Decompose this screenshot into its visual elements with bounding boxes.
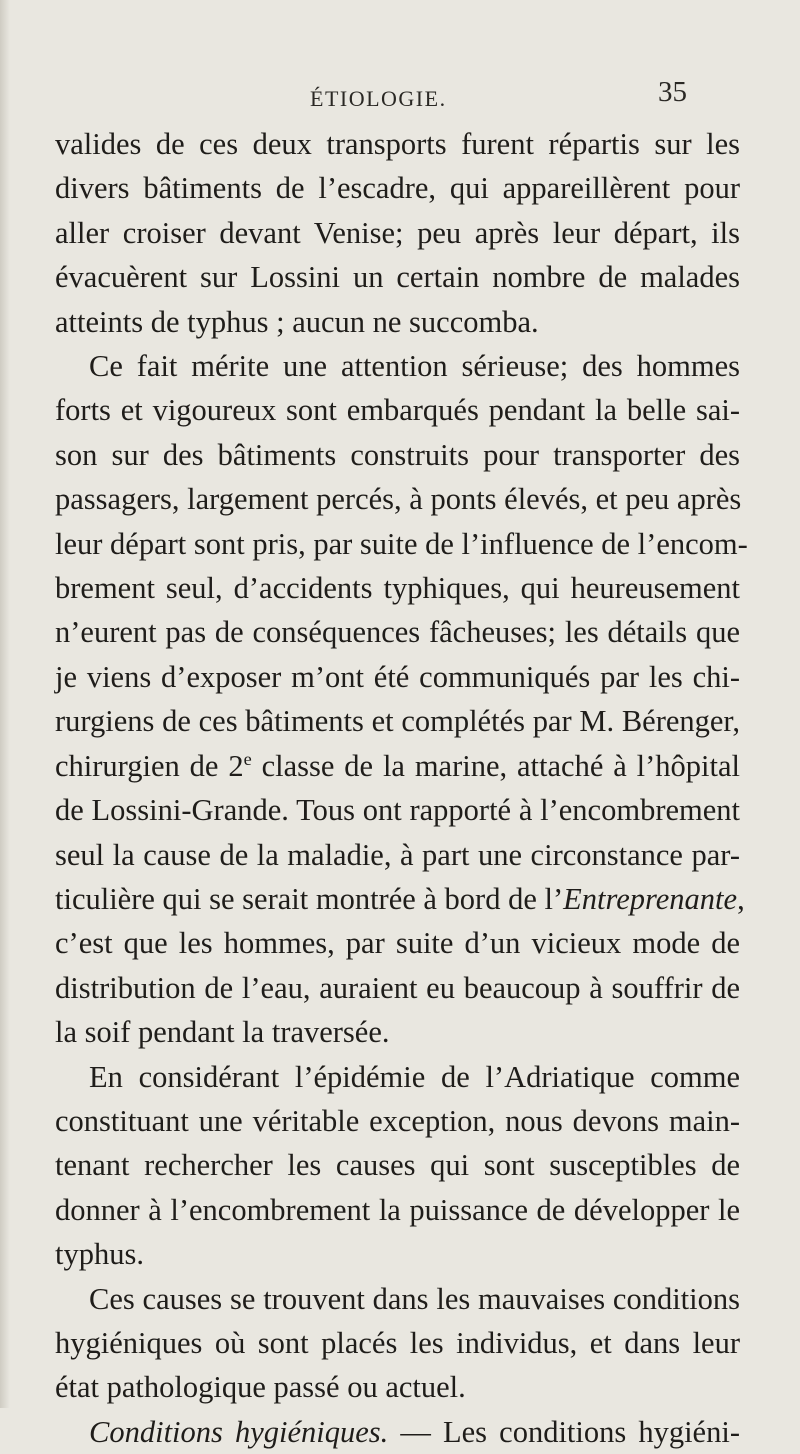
text-line: la soif pendant la traversée. [55, 1015, 390, 1050]
text-line: forts et vigoureux sont embarqués pendant la belle sai- [55, 393, 740, 428]
section-heading: Conditions hygiéniques. [89, 1414, 389, 1449]
text-line [55, 877, 745, 921]
text-line: évacuèrent sur Lossini un certain nombre de malades [55, 260, 740, 295]
text-fragment: ticulière qui se serait montrée à bord de l’ [55, 881, 564, 916]
text-fragment: classe de la marine, attaché à l’hôpital [251, 748, 740, 783]
text-line: n’eurent pas de conséquences fâcheuses; les détails que [55, 615, 740, 650]
text-line [55, 1410, 740, 1454]
ship-name: Entreprenante [563, 881, 738, 916]
text-line: donner à l’encombrement la puissance de développer le [55, 1192, 740, 1227]
text-line: son sur des bâtiments construits pour transporter des [55, 437, 740, 472]
text-line: c’est que les hommes, par suite d’un vicieux mode de [55, 926, 740, 961]
text-line: tenant rechercher les causes qui sont susceptibles de [55, 1148, 740, 1183]
text-line: atteints de typhus ; aucun ne succomba. [55, 304, 539, 339]
text-line: je viens d’exposer m’ont été communiqués par les chi- [55, 659, 740, 694]
text-line: hygiéniques où sont placés les individus, et dans leur [55, 1325, 740, 1360]
text-fragment: — Les conditions hygiéni- [388, 1414, 740, 1449]
text-line: de Lossini-Grande. Tous ont rapporté à l’encombrement [55, 793, 740, 828]
text-line: En considérant l’épidémie de l’Adriatique comme [89, 1059, 740, 1094]
text-line: seul la cause de la maladie, à part une circonstance par- [55, 837, 740, 872]
text-line: valides de ces deux transports furent répartis sur les [55, 127, 740, 161]
text-line: constituant une véritable exception, nous devons main- [55, 1103, 740, 1138]
text-line: aller croiser devant Venise; peu après leur départ, ils [55, 215, 740, 250]
text-line: divers bâtiments de l’escadre, qui appareillèrent pour [55, 171, 740, 206]
text-fragment: , [737, 881, 745, 916]
superscript: e [243, 748, 252, 769]
text-line: Ce fait mérite une attention sérieuse; des hommes [89, 349, 740, 384]
text-line: typhus. [55, 1237, 144, 1272]
text-fragment: chirurgien de 2 [55, 748, 244, 783]
text-line: Ces causes se trouvent dans les mauvaises conditions [89, 1281, 740, 1316]
text-line: leur départ sont pris, par suite de l’influence de l’encom- [55, 526, 748, 561]
text-line [55, 744, 740, 788]
text-line: état pathologique passé ou actuel. [55, 1370, 466, 1405]
page-number: 35 [658, 76, 687, 108]
text-line: brement seul, d’accidents typhiques, qui heureusement [55, 571, 740, 606]
text-line: distribution de l’eau, auraient eu beaucoup à souffrir de [55, 970, 740, 1005]
text-line: rurgiens de ces bâtiments et complétés par M. Bérenger, [55, 704, 740, 739]
body-text [55, 122, 748, 1454]
running-head: ÉTIOLOGIE. [310, 86, 447, 111]
text-line: passagers, largement percés, à ponts élevés, et peu après [55, 482, 742, 517]
page-edge-shadow [0, 0, 10, 1408]
